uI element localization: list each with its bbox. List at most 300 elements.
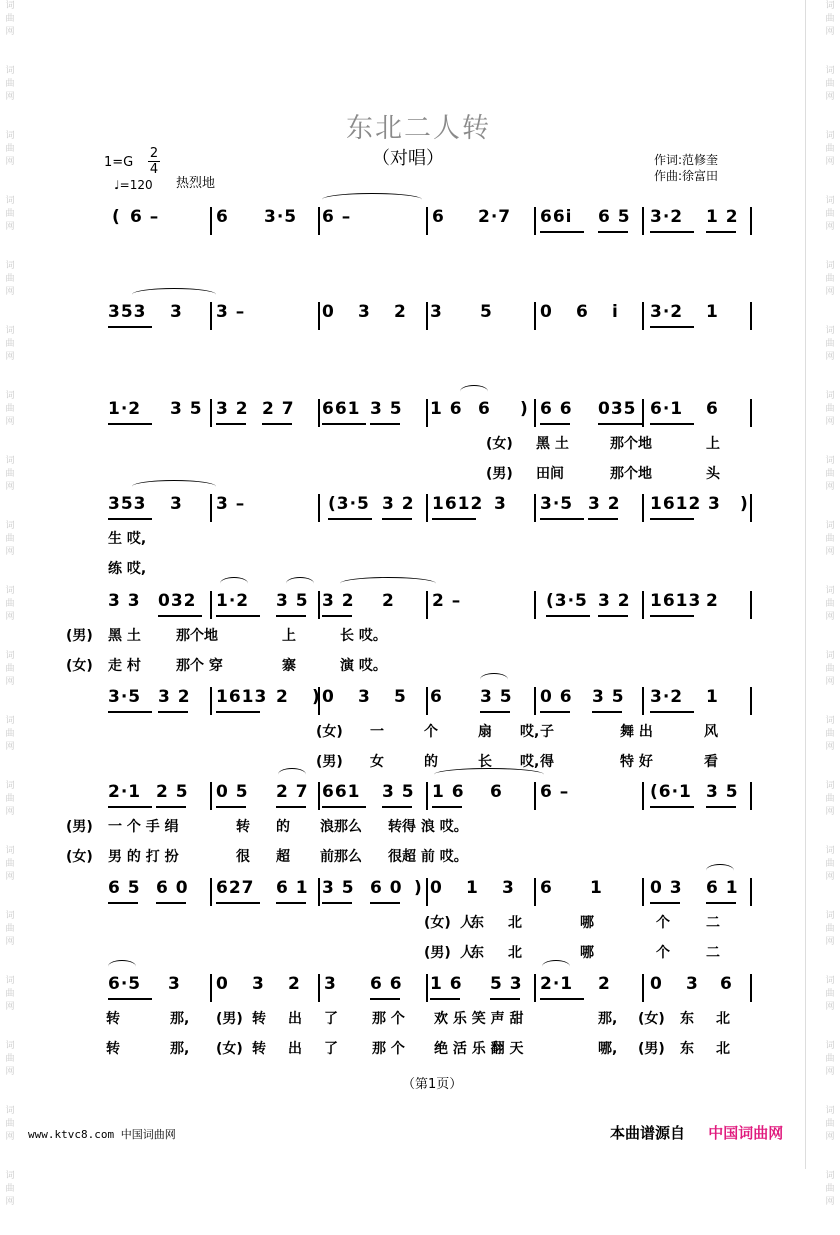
bar-line bbox=[318, 591, 320, 619]
lyric-text: 人 bbox=[460, 945, 474, 961]
watermark-char: 网 bbox=[5, 352, 15, 362]
lyric-text: 哎, bbox=[520, 754, 540, 770]
watermark-char: 词 bbox=[5, 66, 15, 76]
notation-group: 1612 bbox=[432, 494, 484, 514]
lyric-text: 转 bbox=[252, 1041, 266, 1057]
beam-underline bbox=[706, 806, 736, 808]
watermark-char: 曲 bbox=[825, 469, 835, 479]
watermark-gap bbox=[822, 819, 838, 845]
notation-group: 1 bbox=[706, 687, 719, 707]
watermark-char: 曲 bbox=[5, 209, 15, 219]
bar-line bbox=[210, 687, 212, 715]
watermark-gap bbox=[822, 169, 838, 195]
beam-underline bbox=[650, 615, 694, 617]
watermark-char: 曲 bbox=[5, 794, 15, 804]
notation-group: 6 bbox=[216, 207, 229, 227]
notation-group: 3 bbox=[358, 302, 371, 322]
watermark-gap bbox=[2, 754, 18, 780]
notation-group: 6 bbox=[706, 399, 719, 419]
beam-underline bbox=[156, 806, 186, 808]
watermark-char: 词 bbox=[825, 781, 835, 791]
bar-line bbox=[210, 302, 212, 330]
notation-group: 3 bbox=[324, 974, 337, 994]
notation-group: 6 bbox=[430, 687, 443, 707]
footer-source-label: 本曲谱源自 bbox=[610, 1124, 686, 1142]
bar-line bbox=[534, 782, 536, 810]
watermark-char: 网 bbox=[825, 92, 835, 102]
watermark-char: 网 bbox=[5, 1132, 15, 1142]
lyric-text: 人 bbox=[460, 915, 474, 931]
notation-group: 3·2 bbox=[650, 207, 684, 227]
notation-group: 1613 bbox=[216, 687, 268, 707]
bar-line bbox=[750, 974, 752, 1002]
lyric-text: 长 bbox=[478, 754, 492, 770]
watermark-char: 网 bbox=[825, 157, 835, 167]
watermark-char: 网 bbox=[5, 677, 15, 687]
notation-group: 661 bbox=[322, 782, 361, 802]
bar-line bbox=[426, 974, 428, 1002]
key-signature: 1=G bbox=[104, 155, 134, 170]
bar-line bbox=[210, 591, 212, 619]
beam-underline bbox=[276, 806, 306, 808]
bar-line bbox=[642, 207, 644, 235]
notation-group: 6 – bbox=[540, 782, 570, 802]
bar-line bbox=[750, 399, 752, 427]
lyric-text: 浪那么 bbox=[320, 819, 362, 835]
watermark-gap bbox=[2, 1014, 18, 1040]
bar-line bbox=[318, 302, 320, 330]
lyric-text: 转得 浪 哎。 bbox=[388, 819, 468, 835]
lyric-text: 北 bbox=[716, 1041, 730, 1057]
watermark-gap bbox=[822, 1144, 838, 1170]
watermark-char: 曲 bbox=[5, 14, 15, 24]
lyric-text: 东 bbox=[470, 915, 484, 931]
lyric-text: 生 哎, bbox=[108, 531, 147, 547]
beam-underline bbox=[706, 902, 736, 904]
watermark-char: 曲 bbox=[825, 859, 835, 869]
bar-line bbox=[426, 494, 428, 522]
notation-group: 1 bbox=[706, 302, 719, 322]
lyric-text: 二 bbox=[706, 945, 720, 961]
notation-group: 0 6 bbox=[540, 687, 573, 707]
lyric-text: 欢 乐 笑 声 甜 bbox=[434, 1011, 524, 1027]
lyric-text: 那, bbox=[170, 1011, 190, 1027]
notation-group: 6 bbox=[576, 302, 589, 322]
watermark-char: 词 bbox=[5, 196, 15, 206]
notation-group: 3 2 bbox=[382, 494, 415, 514]
lyric-text: (女) bbox=[638, 1011, 665, 1027]
watermark-gap bbox=[822, 559, 838, 585]
slur-arc bbox=[108, 960, 136, 973]
notation-group: 0 bbox=[430, 878, 443, 898]
lyric-text: (男) bbox=[424, 945, 451, 961]
time-signature bbox=[148, 146, 160, 177]
lyric-text: 练 哎, bbox=[108, 561, 147, 577]
lyric-text: 哪 bbox=[580, 945, 594, 961]
lyric-text: 那, bbox=[170, 1041, 190, 1057]
watermark-char: 词 bbox=[5, 846, 15, 856]
watermark-char: 词 bbox=[825, 326, 835, 336]
notation-group: 2 bbox=[288, 974, 301, 994]
bar-line bbox=[318, 974, 320, 1002]
watermark-char: 网 bbox=[5, 1067, 15, 1077]
slur-arc bbox=[322, 193, 422, 206]
watermark-gap bbox=[822, 1014, 838, 1040]
watermark-char: 曲 bbox=[825, 144, 835, 154]
watermark-gap bbox=[2, 559, 18, 585]
lyric-text: (女) bbox=[66, 849, 93, 865]
bar-line bbox=[318, 494, 320, 522]
notation-group: 3 2 bbox=[598, 591, 631, 611]
score-row bbox=[0, 589, 840, 674]
beam-underline bbox=[546, 615, 590, 617]
bar-line bbox=[318, 782, 320, 810]
watermark-char: 网 bbox=[5, 157, 15, 167]
bar-line bbox=[642, 878, 644, 906]
beam-underline bbox=[382, 806, 412, 808]
notation-group: 035 bbox=[598, 399, 637, 419]
watermark-gap bbox=[2, 234, 18, 260]
beam-underline bbox=[540, 711, 570, 713]
watermark-char: 曲 bbox=[825, 404, 835, 414]
watermark-char: 网 bbox=[5, 547, 15, 557]
lyric-text: (男) bbox=[216, 1011, 243, 1027]
watermark-char: 曲 bbox=[5, 859, 15, 869]
bar-line bbox=[426, 782, 428, 810]
watermark-char: 词 bbox=[5, 1, 15, 11]
notation-group: 6 bbox=[478, 399, 491, 419]
notation-group: 6 0 bbox=[370, 878, 403, 898]
notation-group: 661 bbox=[322, 399, 361, 419]
beam-underline bbox=[216, 711, 260, 713]
notation-group: 6 – bbox=[322, 207, 352, 227]
watermark-char: 曲 bbox=[5, 1119, 15, 1129]
lyric-text: (男) bbox=[66, 819, 93, 835]
lyric-text: 转 bbox=[252, 1011, 266, 1027]
beam-underline bbox=[216, 902, 260, 904]
lyric-text: 一 个 手 绢 bbox=[108, 819, 179, 835]
notation-group: 6 6 bbox=[540, 399, 573, 419]
lyric-text: 女 bbox=[370, 754, 384, 770]
notation-group: 2 7 bbox=[262, 399, 295, 419]
lyricist: 作词:范修奎 bbox=[654, 153, 719, 167]
notation-group: 2 bbox=[706, 591, 719, 611]
lyric-text: 子 bbox=[540, 724, 554, 740]
beam-underline bbox=[598, 231, 628, 233]
watermark-char: 网 bbox=[825, 1132, 835, 1142]
watermark-gap bbox=[2, 429, 18, 455]
notation-group: 1 2 bbox=[706, 207, 739, 227]
notation-group: 627 bbox=[216, 878, 255, 898]
watermark-gap bbox=[2, 169, 18, 195]
watermark-char: 网 bbox=[825, 872, 835, 882]
lyric-text: 那 个 bbox=[372, 1011, 405, 1027]
beam-underline bbox=[108, 806, 152, 808]
bar-line bbox=[642, 302, 644, 330]
slur-arc bbox=[542, 960, 570, 973]
lyric-text: 东 bbox=[680, 1011, 694, 1027]
watermark-char: 词 bbox=[5, 976, 15, 986]
lyric-text: 长 哎。 bbox=[340, 628, 387, 644]
lyric-text: (女) bbox=[424, 915, 451, 931]
time-denominator: 4 bbox=[149, 162, 159, 177]
notation-group: 3 5 bbox=[592, 687, 625, 707]
watermark-char: 词 bbox=[5, 261, 15, 271]
bar-line bbox=[534, 494, 536, 522]
lyric-text: 一 bbox=[370, 724, 384, 740]
beam-underline bbox=[158, 615, 202, 617]
notation-group: 3 bbox=[168, 974, 181, 994]
beam-underline bbox=[650, 711, 694, 713]
notation-group: (3·5 bbox=[328, 494, 370, 514]
watermark-char: 词 bbox=[825, 456, 835, 466]
bar-line bbox=[534, 687, 536, 715]
lyric-text: 个 bbox=[656, 945, 670, 961]
lyric-text: 哪 bbox=[580, 915, 594, 931]
watermark-gap bbox=[2, 104, 18, 130]
lyric-text: 的 bbox=[424, 754, 438, 770]
bar-line bbox=[534, 974, 536, 1002]
tempo-word: 热烈地 bbox=[176, 176, 216, 191]
notation-group: 3 5 bbox=[276, 591, 309, 611]
lyric-text: 东 bbox=[470, 945, 484, 961]
notation-group: 6 bbox=[720, 974, 733, 994]
watermark-char: 曲 bbox=[825, 664, 835, 674]
lyric-text: (女) bbox=[66, 658, 93, 674]
notation-group: 3 – bbox=[216, 302, 246, 322]
lyric-text: 二 bbox=[706, 915, 720, 931]
notation-group: 3 5 bbox=[322, 878, 355, 898]
notation-group: 0 5 bbox=[216, 782, 249, 802]
notation-group: 032 bbox=[158, 591, 197, 611]
watermark-char: 词 bbox=[825, 651, 835, 661]
slur-arc bbox=[220, 577, 248, 590]
notation-group: 3 bbox=[708, 494, 721, 514]
watermark-char: 词 bbox=[825, 1171, 835, 1181]
watermark-char: 词 bbox=[5, 781, 15, 791]
beam-underline bbox=[598, 423, 642, 425]
watermark-char: 网 bbox=[5, 1002, 15, 1012]
watermark-char: 网 bbox=[825, 937, 835, 947]
watermark-char: 曲 bbox=[5, 469, 15, 479]
notation-group: 2·1 bbox=[540, 974, 574, 994]
lyric-text: 哎, bbox=[520, 724, 540, 740]
watermark-char: 词 bbox=[5, 716, 15, 726]
lyric-text: (女) bbox=[216, 1041, 243, 1057]
watermark-char: 网 bbox=[825, 482, 835, 492]
notation-group: 0 bbox=[322, 302, 335, 322]
lyric-text: 个 bbox=[424, 724, 438, 740]
beam-underline bbox=[650, 326, 694, 328]
notation-group: 66i bbox=[540, 207, 573, 227]
notation-group: 3 bbox=[252, 974, 265, 994]
bar-line bbox=[534, 207, 536, 235]
watermark-char: 词 bbox=[5, 131, 15, 141]
watermark-char: 网 bbox=[5, 742, 15, 752]
watermark-char: 曲 bbox=[825, 729, 835, 739]
watermark-char: 网 bbox=[5, 287, 15, 297]
score-row bbox=[0, 492, 840, 577]
lyric-text: 田间 bbox=[536, 466, 564, 482]
beam-underline bbox=[108, 902, 138, 904]
watermark-char: 网 bbox=[5, 1197, 15, 1207]
notation-group: 3 bbox=[502, 878, 515, 898]
watermark-gap bbox=[822, 429, 838, 455]
notation-group: (3·5 bbox=[546, 591, 588, 611]
lyric-text: 特 好 bbox=[620, 754, 653, 770]
notation-group: 6 6 bbox=[370, 974, 403, 994]
watermark-char: 词 bbox=[5, 586, 15, 596]
watermark-char: 曲 bbox=[5, 534, 15, 544]
watermark-char: 网 bbox=[5, 417, 15, 427]
watermark-char: 曲 bbox=[5, 274, 15, 284]
beam-underline bbox=[480, 711, 510, 713]
lyric-text: 转 bbox=[236, 819, 250, 835]
watermark-char: 曲 bbox=[5, 144, 15, 154]
lyric-text: 那个地 bbox=[610, 436, 652, 452]
watermark-char: 网 bbox=[5, 872, 15, 882]
watermark-char: 曲 bbox=[5, 1054, 15, 1064]
watermark-char: 词 bbox=[825, 976, 835, 986]
notation-group: 3·5 bbox=[108, 687, 142, 707]
notation-group: (6·1 bbox=[650, 782, 692, 802]
watermark-char: 网 bbox=[825, 742, 835, 752]
notation-group: 6 5 bbox=[108, 878, 141, 898]
beam-underline bbox=[592, 711, 622, 713]
beam-underline bbox=[322, 615, 352, 617]
notation-group: ) bbox=[740, 494, 749, 514]
watermark-char: 网 bbox=[825, 222, 835, 232]
beam-underline bbox=[158, 711, 188, 713]
watermark-char: 词 bbox=[825, 131, 835, 141]
score-row bbox=[0, 397, 840, 482]
bar-line bbox=[750, 207, 752, 235]
notation-group: 3 bbox=[430, 302, 443, 322]
notation-group: 3·2 bbox=[650, 687, 684, 707]
watermark-char: 网 bbox=[825, 677, 835, 687]
lyric-text: (女) bbox=[486, 436, 513, 452]
watermark-char: 网 bbox=[825, 807, 835, 817]
watermark-char: 词 bbox=[825, 716, 835, 726]
beam-underline bbox=[276, 615, 306, 617]
song-title: 东北二人转 bbox=[346, 113, 491, 144]
notation-group: 0 bbox=[650, 974, 663, 994]
notation-group: i bbox=[612, 302, 619, 322]
watermark-gap bbox=[2, 39, 18, 65]
beam-underline bbox=[262, 423, 292, 425]
beam-underline bbox=[108, 326, 152, 328]
watermark-char: 词 bbox=[5, 1171, 15, 1181]
bar-line bbox=[642, 494, 644, 522]
watermark-char: 曲 bbox=[825, 599, 835, 609]
footer-brand[interactable]: 中国词曲网 bbox=[708, 1124, 784, 1142]
notation-group: 3 bbox=[170, 494, 183, 514]
notation-group: 2 bbox=[598, 974, 611, 994]
watermark-gap bbox=[822, 364, 838, 390]
bar-line bbox=[210, 782, 212, 810]
watermark-char: 曲 bbox=[825, 339, 835, 349]
lyric-text: 转 bbox=[106, 1041, 120, 1057]
bar-line bbox=[642, 399, 644, 427]
beam-underline bbox=[650, 902, 680, 904]
lyric-text: 男 的 打 扮 bbox=[108, 849, 179, 865]
notation-group: 2 bbox=[394, 302, 407, 322]
song-subtitle: （对唱） bbox=[372, 148, 444, 169]
lyric-text: 扇 bbox=[478, 724, 492, 740]
beam-underline bbox=[370, 902, 400, 904]
score-row bbox=[0, 876, 840, 961]
notation-group: 3 5 bbox=[170, 399, 203, 419]
lyric-text: 上 bbox=[282, 628, 296, 644]
lyric-text: 北 bbox=[508, 915, 522, 931]
lyric-text: 哪, bbox=[598, 1041, 618, 1057]
bar-line bbox=[210, 494, 212, 522]
watermark-char: 曲 bbox=[5, 79, 15, 89]
bar-line bbox=[750, 302, 752, 330]
bar-line bbox=[642, 782, 644, 810]
watermark-char: 曲 bbox=[825, 1054, 835, 1064]
beam-underline bbox=[540, 231, 584, 233]
lyric-text: (女) bbox=[316, 724, 343, 740]
beam-underline bbox=[108, 518, 152, 520]
beam-underline bbox=[432, 806, 462, 808]
lyric-text: 那个 穿 bbox=[176, 658, 223, 674]
watermark-gap bbox=[822, 754, 838, 780]
notation-group: 1612 bbox=[650, 494, 702, 514]
notation-group: 2·7 bbox=[478, 207, 512, 227]
notation-group: ) bbox=[414, 878, 423, 898]
notation-group: 2 7 bbox=[276, 782, 309, 802]
bar-line bbox=[642, 974, 644, 1002]
notation-group: 1 bbox=[590, 878, 603, 898]
slur-arc bbox=[706, 864, 734, 877]
watermark-char: 词 bbox=[5, 391, 15, 401]
watermark-char: 网 bbox=[825, 352, 835, 362]
bar-line bbox=[750, 878, 752, 906]
watermark-char: 词 bbox=[5, 1106, 15, 1116]
watermark-char: 曲 bbox=[825, 989, 835, 999]
watermark-char: 网 bbox=[825, 1197, 835, 1207]
notation-group: 2·1 bbox=[108, 782, 142, 802]
lyric-text: 个 bbox=[656, 915, 670, 931]
notation-group: 0 bbox=[322, 687, 335, 707]
notation-group: 353 bbox=[108, 494, 147, 514]
lyric-text: 出 bbox=[288, 1041, 302, 1057]
watermark-char: 词 bbox=[825, 66, 835, 76]
notation-group: 3·5 bbox=[540, 494, 574, 514]
notation-group: 0 3 bbox=[650, 878, 683, 898]
beam-underline bbox=[156, 902, 186, 904]
bar-line bbox=[534, 591, 536, 619]
lyric-text: (男) bbox=[638, 1041, 665, 1057]
bar-line bbox=[642, 687, 644, 715]
beam-underline bbox=[108, 423, 152, 425]
watermark-gap bbox=[822, 234, 838, 260]
notation-group: 6 1 bbox=[276, 878, 309, 898]
credits bbox=[654, 152, 718, 184]
watermark-gap bbox=[2, 1209, 18, 1235]
page-number: （第1页） bbox=[402, 1077, 463, 1092]
bar-line bbox=[426, 687, 428, 715]
lyric-text: 的 bbox=[276, 819, 290, 835]
footer-site[interactable]: www.ktvc8.com 中国词曲网 bbox=[28, 1128, 176, 1141]
notation-group: 3 bbox=[358, 687, 371, 707]
watermark-char: 网 bbox=[825, 417, 835, 427]
watermark-char: 词 bbox=[5, 456, 15, 466]
watermark-char: 曲 bbox=[5, 339, 15, 349]
lyric-text: (男) bbox=[316, 754, 343, 770]
lyric-text: 头 bbox=[706, 466, 720, 482]
